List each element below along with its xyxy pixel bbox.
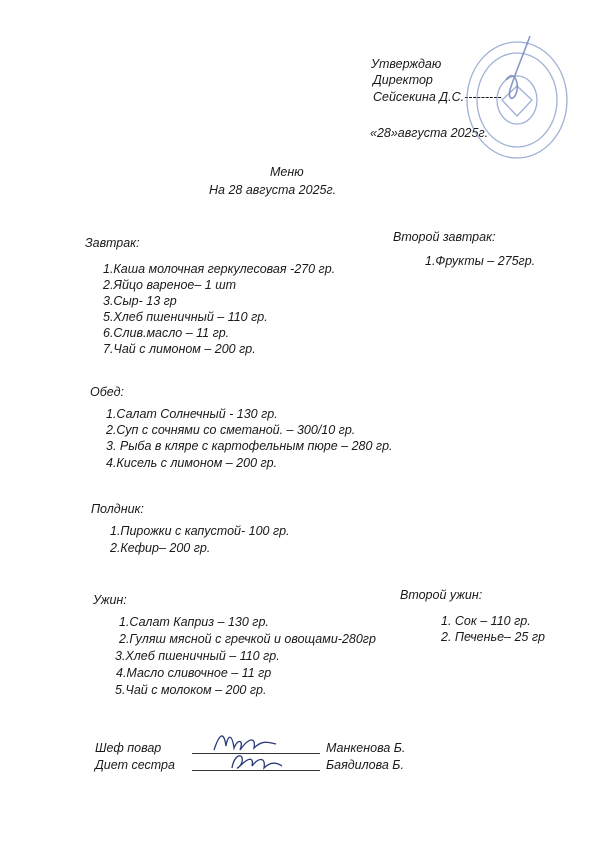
- dinner-heading: Ужин:: [93, 593, 127, 607]
- second-breakfast-item: 1.Фрукты – 275гр.: [425, 254, 536, 268]
- breakfast-item: 3.Сыр- 13 гр: [103, 294, 177, 308]
- chef-label: Шеф повар: [95, 741, 162, 755]
- menu-date: На 28 августа 2025г.: [209, 183, 337, 197]
- snack-heading: Полдник:: [91, 502, 144, 516]
- menu-title: Меню: [270, 165, 304, 179]
- approval-date: «28»августа 2025г.: [370, 126, 489, 140]
- lunch-item: 1.Салат Солнечный - 130 гр.: [106, 407, 278, 421]
- nurse-name: Баядилова Б.: [326, 758, 404, 772]
- dinner-item: 3.Хлеб пшеничный – 110 гр.: [115, 649, 280, 663]
- snack-item: 1.Пирожки с капустой- 100 гр.: [110, 524, 290, 538]
- nurse-label: Диет сестра: [95, 758, 175, 772]
- breakfast-item: 6.Слив.масло – 11 гр.: [103, 326, 230, 340]
- second-dinner-item: 1. Сок – 110 гр.: [441, 614, 531, 628]
- snack-item: 2.Кефир– 200 гр.: [110, 541, 211, 555]
- official-stamp: [462, 28, 572, 168]
- breakfast-item: 5.Хлеб пшеничный – 110 гр.: [103, 310, 268, 324]
- dinner-item: 1.Салат Каприз – 130 гр.: [119, 615, 269, 629]
- breakfast-item: 7.Чай с лимоном – 200 гр.: [103, 342, 256, 356]
- dinner-item: 5.Чай с молоком – 200 гр.: [115, 683, 267, 697]
- approval-approve: Утверждаю: [371, 57, 442, 71]
- approval-director-name: Сейсекина Д.С.---------: [373, 90, 502, 104]
- breakfast-item: 2.Яйцо вареное– 1 шт: [103, 278, 236, 292]
- second-dinner-item: 2. Печенье– 25 гр: [441, 630, 545, 644]
- dinner-item: 4.Масло сливочное – 11 гр: [116, 666, 272, 680]
- lunch-item: 2.Суп с сочнями со сметаной. – 300/10 гр.: [106, 423, 356, 437]
- second-dinner-heading: Второй ужин:: [400, 588, 483, 602]
- lunch-item: 3. Рыба в кляре с картофельным пюре – 280 гр.: [106, 439, 393, 453]
- dinner-item: 2.Гуляш мясной с гречкой и овощами-280гр: [119, 632, 376, 646]
- breakfast-heading: Завтрак:: [85, 236, 140, 250]
- chef-name: Манкенова Б.: [326, 741, 406, 755]
- second-breakfast-heading: Второй завтрак:: [393, 230, 496, 244]
- lunch-heading: Обед:: [90, 385, 124, 399]
- nurse-signature-icon: [226, 748, 286, 776]
- approval-position: Директор: [373, 73, 433, 87]
- lunch-item: 4.Кисель с лимоном – 200 гр.: [106, 456, 278, 470]
- breakfast-item: 1.Каша молочная геркулесовая -270 гр.: [103, 262, 336, 276]
